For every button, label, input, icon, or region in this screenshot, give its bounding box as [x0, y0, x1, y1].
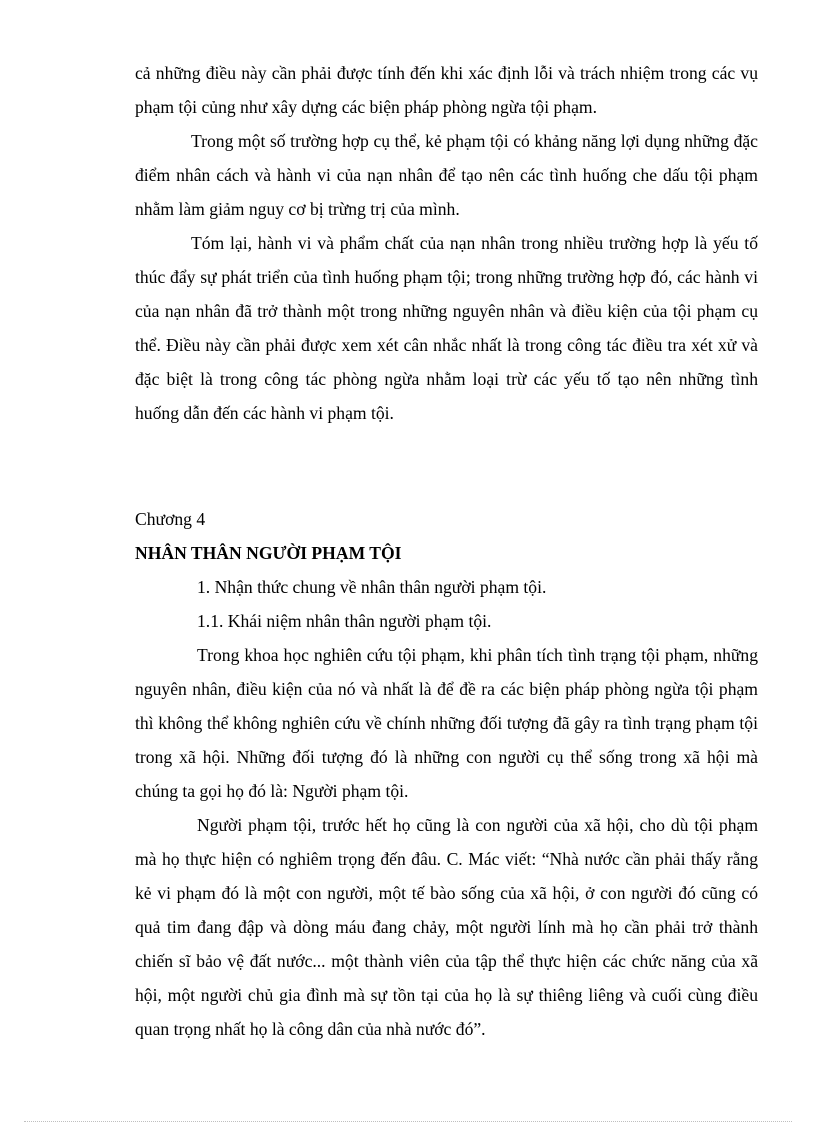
paragraph: Người phạm tội, trước hết họ cũng là con người của xã hội, cho dù tội phạm mà họ thực hiện có nghiêm trọng đến đâu. C. Mác viết: “Nhà nước cần phải thấy rằng kẻ vi phạm đó là một con người, một tế bào sống của xã hội, ở con người đó cũng có quả tim đang đập và dòng máu đang chảy, một người lính mà họ cần phải trở thành chiến sĩ bảo vệ đất nước... một thành viên của tập thể thực hiện các chức năng của xã hội, một người chủ gia đình mà sự tồn tại của họ là sự thiêng liêng và cuối cùng điều quan trọng nhất họ là công dân của nhà nước đó”.: [135, 815, 758, 1039]
body-text-top: [135, 56, 758, 430]
chapter-number: Chương 4: [135, 509, 206, 529]
section-heading: 1. Nhận thức chung về nhân thân người phạm tội.: [197, 577, 547, 597]
chapter-title: NHÂN THÂN NGƯỜI PHẠM TỘI: [135, 543, 402, 563]
paragraph: Trong một số trường hợp cụ thể, kẻ phạm tội có khảng năng lợi dụng những đặc điểm nhân cách và hành vi của nạn nhân để tạo nên các tình huống che dấu tội phạm nhằm làm giảm nguy cơ bị trừng trị của mình.: [135, 131, 758, 219]
subsection-heading: 1.1. Khái niệm nhân thân người phạm tội.: [197, 611, 492, 631]
body-text-chapter: [135, 570, 758, 1046]
chapter-heading: [135, 502, 758, 570]
paragraph: Tóm lại, hành vi và phẩm chất của nạn nhân trong nhiều trường hợp là yếu tố thúc đẩy sự phát triển của tình huống phạm tội; trong những trường hợp đó, các hành vi của nạn nhân đã trở thành một trong những nguyên nhân và điều kiện của tội phạm cụ thể. Điều này cần phải được xem xét cân nhắc nhất là trong công tác điều tra xét xử và đặc biệt là trong công tác phòng ngừa nhằm loại trừ các yếu tố tạo nên những tình huống dẫn đến các hành vi phạm tội.: [135, 233, 758, 423]
paragraph: Trong khoa học nghiên cứu tội phạm, khi phân tích tình trạng tội phạm, những nguyên nhân, điều kiện của nó và nhất là để đề ra các biện pháp phòng ngừa tội phạm thì không thể không nghiên cứu về chính những đối tượng đã gây ra tình trạng phạm tội trong xã hội. Những đối tượng đó là những con người cụ thể sống trong xã hội mà chúng ta gọi họ đó là: Người phạm tội.: [135, 645, 758, 801]
page-bottom-divider: [24, 1121, 792, 1122]
paragraph-continuation: cả những điều này cần phải được tính đến khi xác định lỗi và trách nhiệm trong các vụ phạm tội củng như xây dựng các biện pháp phòng ngừa tội phạm.: [135, 63, 758, 117]
